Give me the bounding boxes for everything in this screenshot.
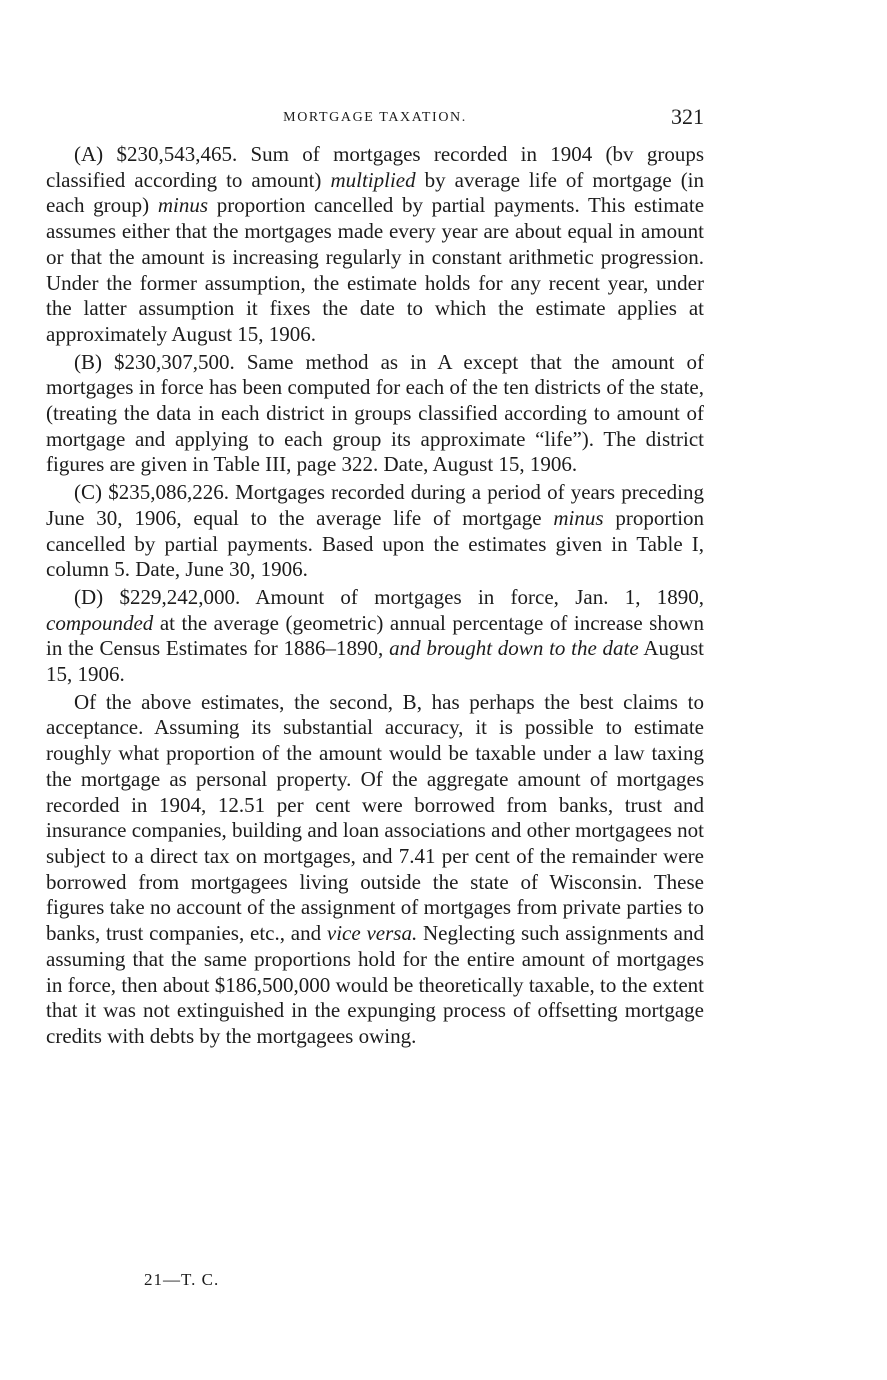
conclusion-paragraph: Of the above estimates, the second, B, has perhaps the best claims to acceptance. Assuming its substantial accuracy, it is possible to estimate roughly what proportion of the amount would be taxable under a law taxing the mortgage as personal property. Of the aggregate amount of mortgages recorded in 1904, 12.51 per cent were borrowed from banks, trust and insurance companies, building and loan associations and other mortgagees not subject to a direct tax on mortgages, and 7.41 per cent of the remainder were borrowed from mortgagees living outside the state of Wisconsin. These figures take no account of the assignment of mortgages from private parties to banks, trust companies, etc., and vice versa. Neglecting such assignments and assuming that the same proportions hold for the entire amount of mortgages in force, then about $186,500,000 would be theoretically taxable, to the extent that it was not extinguished in the expunging process of offsetting mortgage credits with debts by the mortgagees owing. (46, 689, 704, 1048)
estimate-label: (A) (74, 142, 104, 166)
estimate-amount: $230,543,465. (116, 142, 238, 166)
estimate-label: (D) (74, 584, 104, 609)
estimate-label: (C) (74, 480, 102, 505)
page-header (46, 104, 704, 140)
estimate-amount: $229,242,000. (119, 584, 241, 609)
estimate-amount: $235,086,226. (108, 480, 229, 505)
estimate-b: (B) $230,307,500. Same method as in A except that the amount of mortgages in force has been computed for each of the ten districts of the state, (treating the data in each district in groups classified according to amount of mortgage and applying to each group its approximate “life”). The district figures are given in Table III, page 322. Date, August 15, 1906. (46, 349, 704, 477)
signature-mark: 21—T. C. (144, 1270, 220, 1289)
estimate-amount: $230,307,500. (114, 349, 235, 374)
estimate-d: (D) $229,242,000. Amount of mortgages in force, Jan. 1, 1890, compounded at the average (geometric) annual percentage of increase shown in the Census Estimates for 1886–1890, and brought down to the date August 15, 1906. (46, 584, 705, 687)
page-number: 321 (671, 104, 704, 129)
estimate-c: (C) $235,086,226. Mortgages recorded during a period of years preceding June 30, 1906, equal to the average life of mortgage minus proportion cancelled by partial payments. Based upon the estimates given in Table I, column 5. Date, June 30, 1906. (46, 480, 705, 582)
estimate-a: (A) $230,543,465. Sum of mortgages recorded in 1904 (bv groups classified according to amount) multiplied by average life of mortgage (in each group) minus proportion cancelled by partial payments. This estimate assumes either that the mortgages made every year are about equal in amount or that the amount is increasing regularly in constant arithmetic progression. Under the former assumption, the estimate holds for any recent year, under the latter assumption it fixes the date to which the estimate applies at approximately August 15, 1906. (46, 142, 705, 346)
running-title: MORTGAGE TAXATION. (283, 110, 467, 125)
page (46, 104, 704, 1050)
estimate-label: (B) (74, 349, 102, 374)
